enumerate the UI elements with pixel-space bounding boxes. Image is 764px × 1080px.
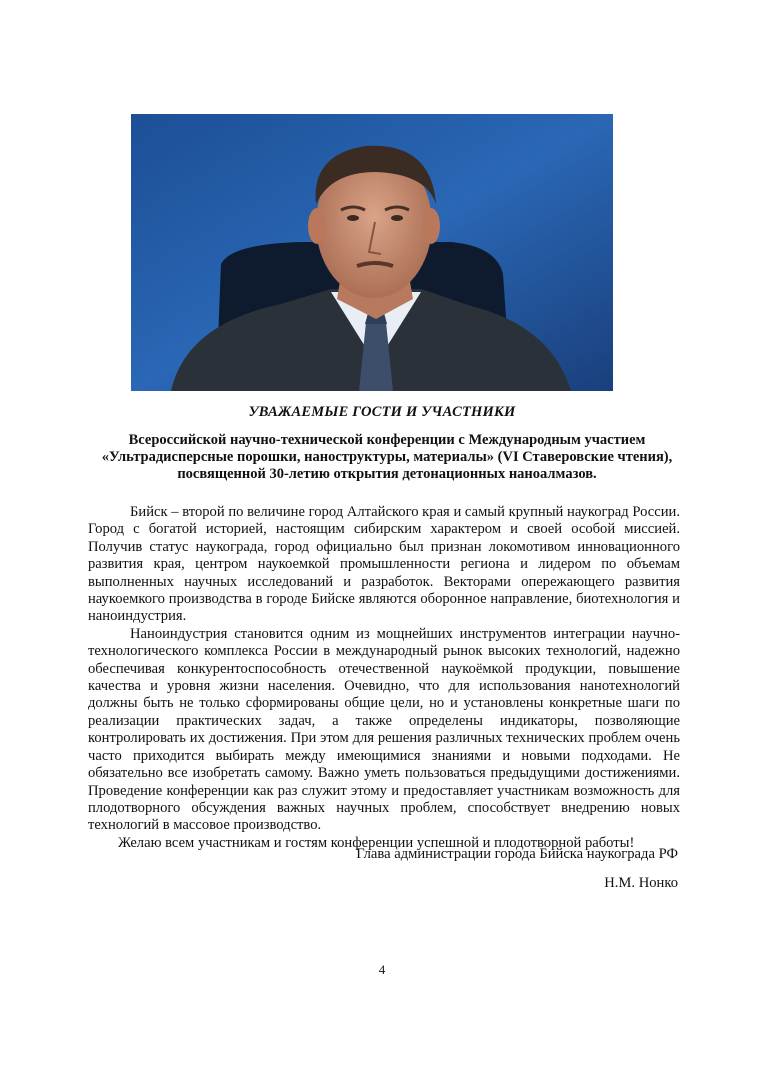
page-number: 4	[378, 962, 386, 977]
signature-title: Глава администрации города Бийска наукограда РФ	[356, 846, 678, 862]
subtitle-line: посвященной 30-летию открытия детонационных наноалмазов.	[177, 466, 597, 482]
portrait-photo	[131, 114, 613, 391]
body-text	[88, 504, 680, 852]
subtitle-line: Всероссийской научно-технической конференции с Международным участием	[128, 432, 646, 448]
paragraph: Наноиндустрия становится одним из мощнейших инструментов интеграции научно-технологического комплекса России в международный рынок высоких технологий, надежно обеспечивая конкурентоспособность отечественной наукоёмкой продукции, повышение качества и уровня жизни населения. Очевидно, что для использования нанотехнологий должны быть не только сформированы общие цели, но и установлены конкретные шаги по реализации практических задач, а также определены индикаторы, позволяющие контролировать их достижения. При этом для решения различных технических проблем очень часто приходится выбирать между имеющимися знаниями и новыми подходами. Не обязательно все изобретать самому. Важно уметь пользоваться предыдущими достижениями. Проведение конференции как раз служит этому и предоставляет участникам возможность для плодотворного обсуждения важных научных проблем, способствует внедрению новых технологий в массовое производство.	[88, 625, 680, 834]
subtitle-line: «Ультрадисперсные порошки, наноструктуры, материалы» (VI Ставеровские чтения),	[101, 449, 673, 465]
closing-wish: Желаю всем участникам и гостям конференции успешной и плодотворной работы!	[118, 834, 635, 851]
greeting-heading: УВАЖАЕМЫЕ ГОСТИ И УЧАСТНИКИ	[248, 404, 516, 420]
paragraph: Бийск – второй по величине город Алтайского края и самый крупный наукоград России. Город с богатой историей, настоящим сибирским характером и своей особой миссией. Получив статус наукограда, город официально был признан локомотивом инновационного развития края, центром наукоемкой промышленности региона и лидером по объемам выполненных научных исследований и разработок. Векторами опережающего развития наукоемкого производства в городе Бийске являются оборонное направление, биотехнология и наноиндустрия.	[88, 504, 680, 625]
conference-subtitle	[90, 432, 684, 483]
signer-name: Н.М. Нонко	[604, 875, 678, 891]
